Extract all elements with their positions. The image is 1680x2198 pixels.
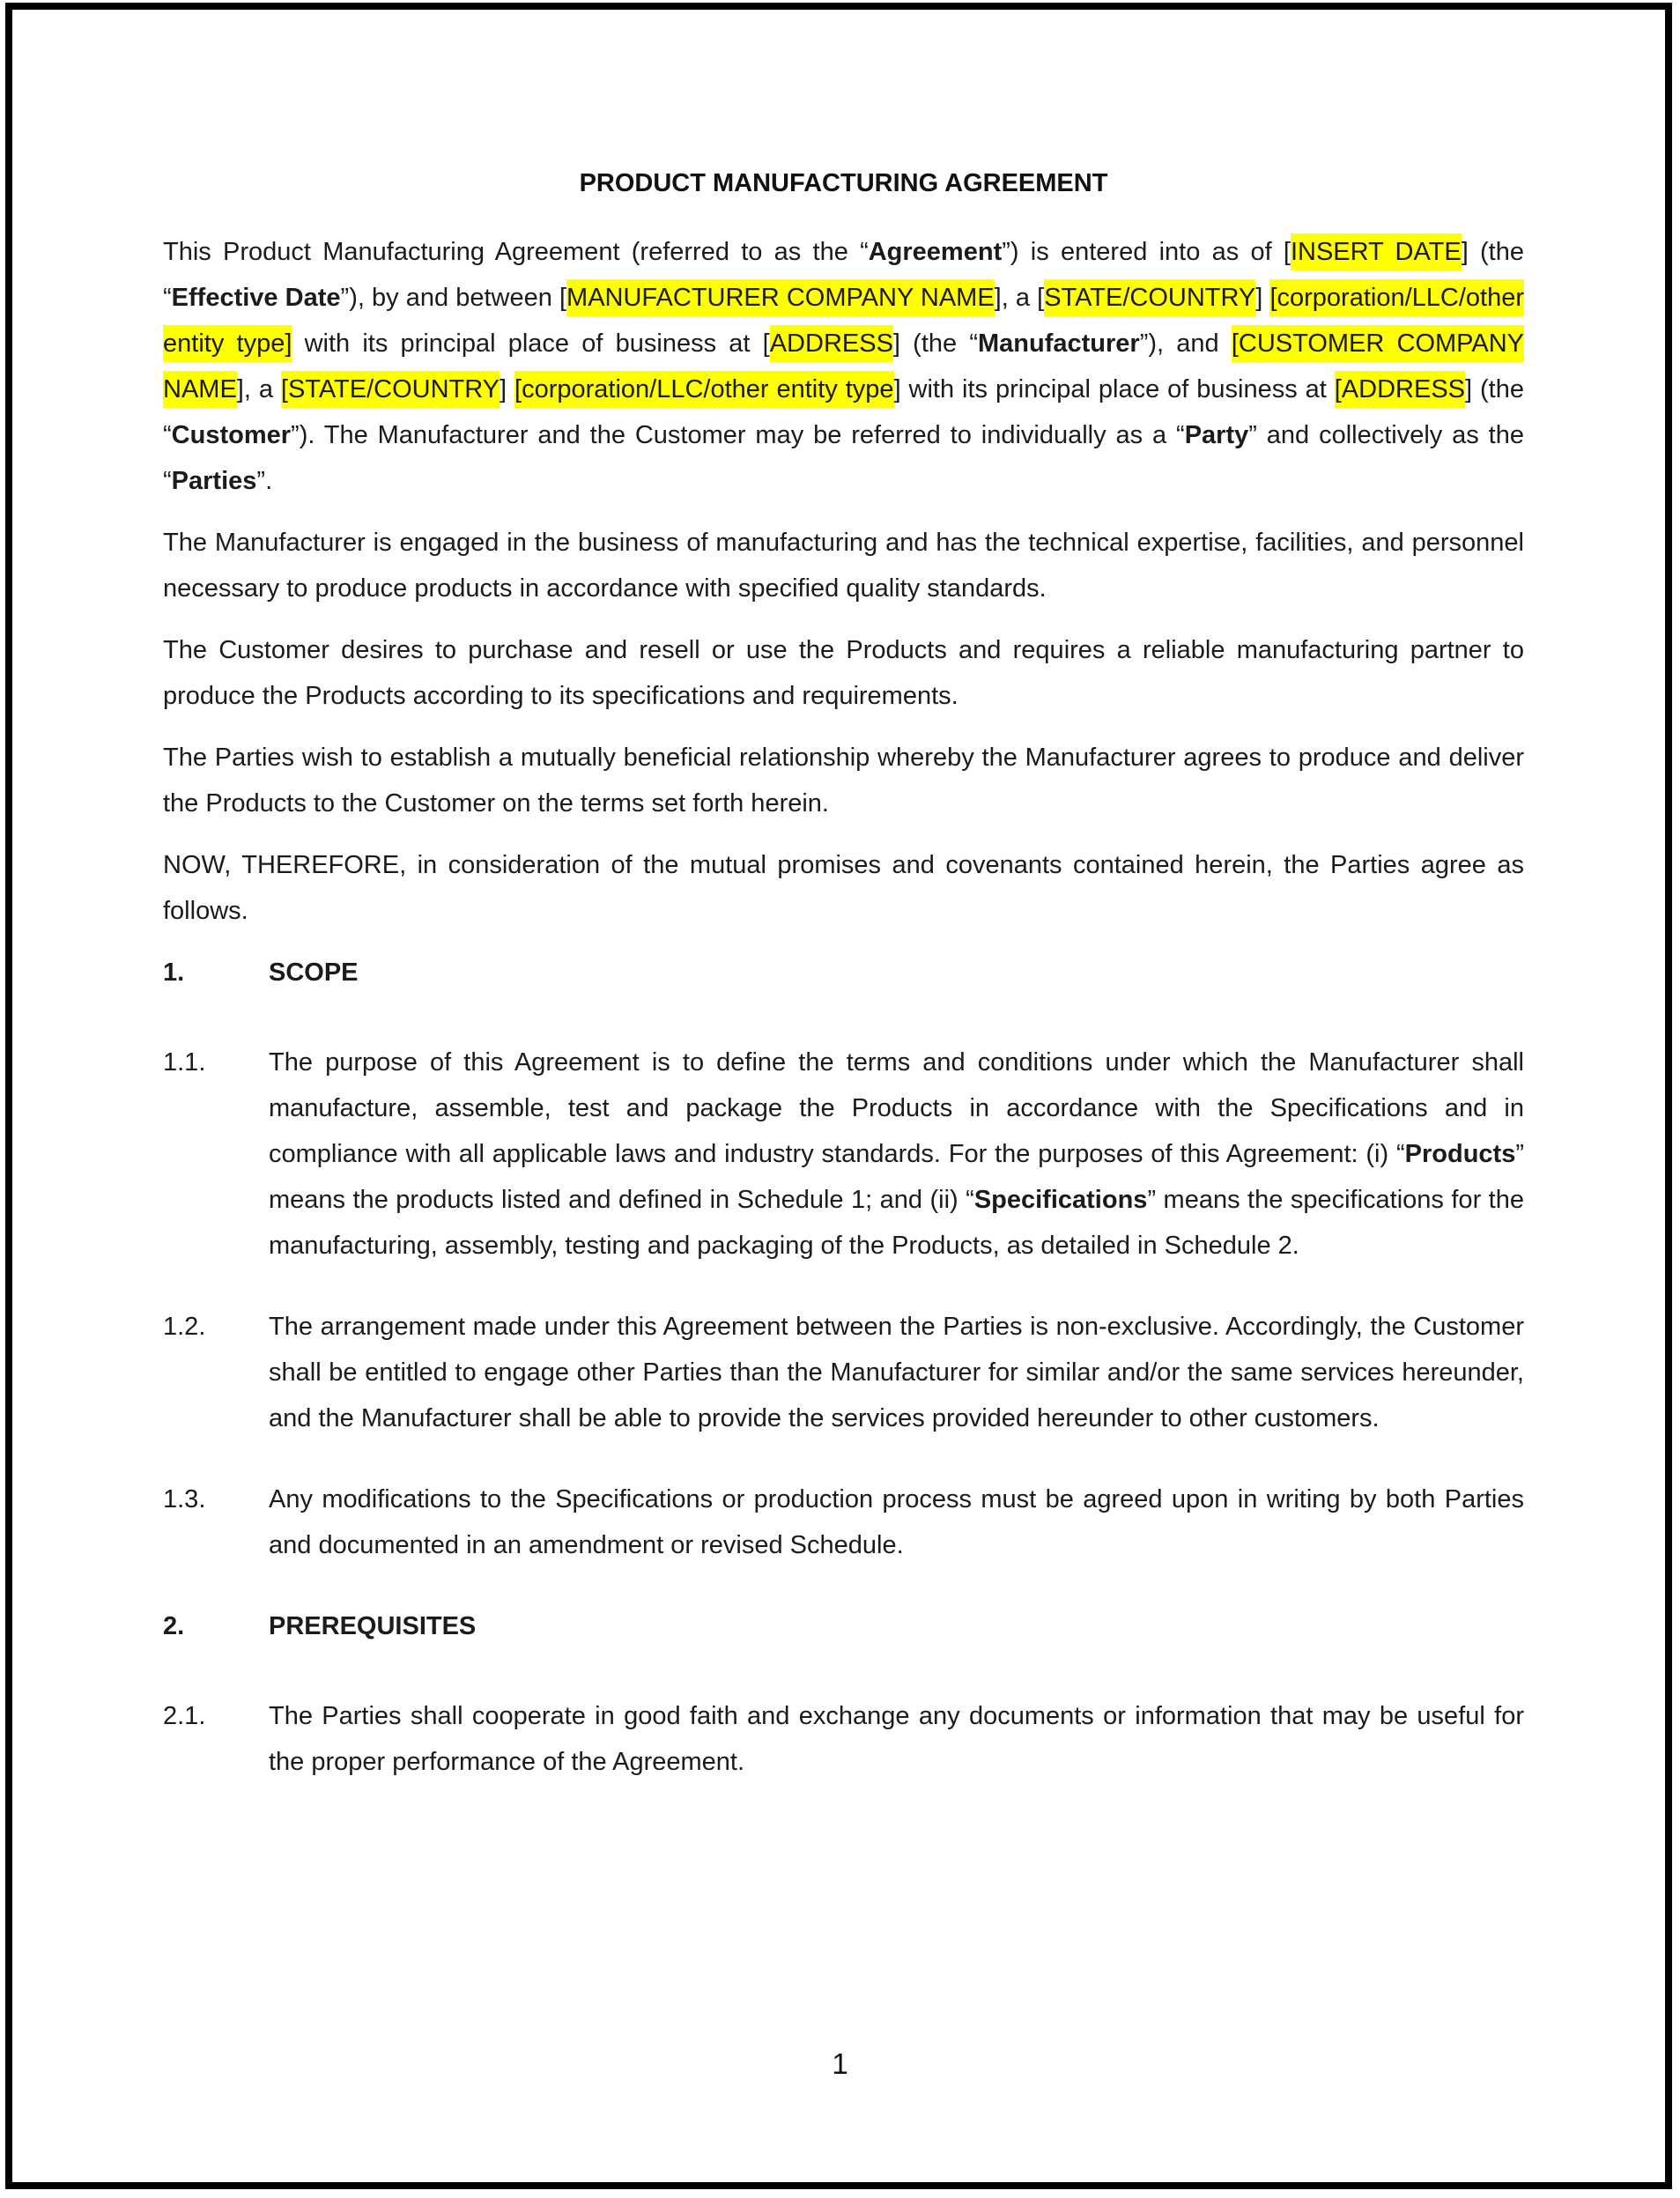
defined-term: Customer — [171, 421, 292, 449]
text-run: ] — [1255, 284, 1270, 312]
text-run: ”), and — [1139, 329, 1232, 358]
placeholder-highlight: STATE/COUNTRY — [1044, 279, 1255, 316]
document-body — [163, 229, 1524, 1785]
paragraph — [163, 520, 1524, 611]
text-run: ], a — [236, 375, 281, 403]
defined-term: Manufacturer — [978, 329, 1140, 358]
placeholder-highlight: [corporation/LLC/other entity type — [514, 371, 894, 408]
clause-text — [269, 1040, 1524, 1269]
numbered-clause — [163, 1304, 1524, 1441]
text-run: ], a [ — [994, 284, 1045, 312]
clause-number: 1.2. — [163, 1313, 206, 1341]
text-run: ] — [500, 375, 515, 403]
text-run: ” means the specifications for the manufacturing, assembly, testing and packaging of the Products, as detailed in Schedule 2. — [269, 1186, 1524, 1260]
text-run: The purpose of this Agreement is to define the terms and conditions under which the Manufacturer shall manufacture, assemble, test and package the Products in accordance with the Specifications and in compliance with all applicable laws and industry standards. For the purposes of this Agreement: (i) “ — [269, 1048, 1524, 1168]
text-run: ” means the products listed and defined in Schedule 1; and (ii) “ — [269, 1140, 1524, 1214]
placeholder-highlight: [CUSTOMER COMPANY NAME — [163, 325, 1524, 408]
clause-text — [269, 1476, 1524, 1568]
defined-term: Agreement — [868, 238, 1003, 266]
placeholder-highlight: [corporation/LLC/other entity type] — [163, 279, 1524, 362]
section-number: 1. — [163, 958, 185, 987]
placeholder-highlight: ADDRESS — [770, 325, 893, 362]
text-run: ”) is entered into as of [ — [1002, 238, 1291, 266]
clause-number: 1.1. — [163, 1048, 206, 1077]
placeholder-highlight: INSERT DATE — [1291, 233, 1462, 270]
text-run: The arrangement made under this Agreement between the Parties is non-exclusive. Accordingly, the Customer shall be entitled to engage other Parties than the Manufacturer for similar and/or the same services hereunder, and the Manufacturer shall be able to provide the services provided hereunder to other customers. — [269, 1313, 1524, 1432]
defined-term: Effective Date — [171, 284, 341, 312]
page-number: 1 — [832, 2047, 848, 2080]
text-run: The Manufacturer is engaged in the business of manufacturing and has the technical expertise, facilities, and personnel necessary to produce products in accordance with specified quality standards. — [163, 529, 1524, 603]
paragraph — [163, 229, 1524, 504]
numbered-clause — [163, 1693, 1524, 1785]
text-run: Any modifications to the Specifications or production process must be agreed upon in writing by both Parties and documented in an amendment or revised Schedule. — [269, 1485, 1524, 1559]
placeholder-highlight: [STATE/COUNTRY — [281, 371, 500, 408]
section-title: SCOPE — [269, 958, 359, 987]
section-heading — [163, 1603, 1524, 1649]
document-title: PRODUCT MANUFACTURING AGREEMENT — [579, 169, 1108, 197]
placeholder-highlight: [ADDRESS — [1335, 371, 1465, 408]
paragraph — [163, 627, 1524, 719]
text-run: This Product Manufacturing Agreement (referred to as the “ — [163, 238, 869, 266]
paragraph — [163, 735, 1524, 826]
text-run: The Parties shall cooperate in good faith and exchange any documents or information that may be useful for the proper performance of the Agreement. — [269, 1702, 1524, 1776]
text-run: ”). The Manufacturer and the Customer may be referred to individually as a “ — [291, 421, 1185, 449]
section-number: 2. — [163, 1612, 185, 1640]
text-run: ”. — [256, 467, 273, 495]
clause-text — [269, 1304, 1524, 1441]
section-heading — [163, 950, 1524, 995]
numbered-clause — [163, 1040, 1524, 1269]
defined-term: Products — [1404, 1140, 1516, 1168]
placeholder-highlight: MANUFACTURER COMPANY NAME — [566, 279, 995, 316]
numbered-clause — [163, 1476, 1524, 1568]
text-run: The Customer desires to purchase and resell or use the Products and requires a reliable manufacturing partner to produce the Products according to its specifications and requirements. — [163, 636, 1524, 710]
text-run: ] with its principal place of business at — [893, 375, 1335, 403]
text-run: ”), by and between [ — [340, 284, 567, 312]
clause-number: 2.1. — [163, 1702, 206, 1730]
paragraph — [163, 842, 1524, 934]
text-run: ] (the “ — [892, 329, 978, 358]
defined-term: Specifications — [973, 1186, 1148, 1214]
text-run: The Parties wish to establish a mutually beneficial relationship whereby the Manufacturer agrees to produce and deliver the Products to the Customer on the terms set forth herein. — [163, 744, 1524, 818]
text-run: ] (the “ — [163, 238, 1524, 312]
clause-number: 1.3. — [163, 1485, 206, 1513]
text-run: with its principal place of business at [ — [292, 329, 770, 358]
text-run: ] (the “ — [163, 375, 1524, 449]
clause-text — [269, 1693, 1524, 1785]
defined-term: Parties — [171, 467, 257, 495]
text-run: ” and collectively as the “ — [163, 421, 1525, 495]
section-title: PREREQUISITES — [269, 1612, 477, 1640]
text-run: NOW, THEREFORE, in consideration of the mutual promises and covenants contained herein, the Parties agree as follows. — [163, 851, 1524, 925]
defined-term: Party — [1184, 421, 1249, 449]
